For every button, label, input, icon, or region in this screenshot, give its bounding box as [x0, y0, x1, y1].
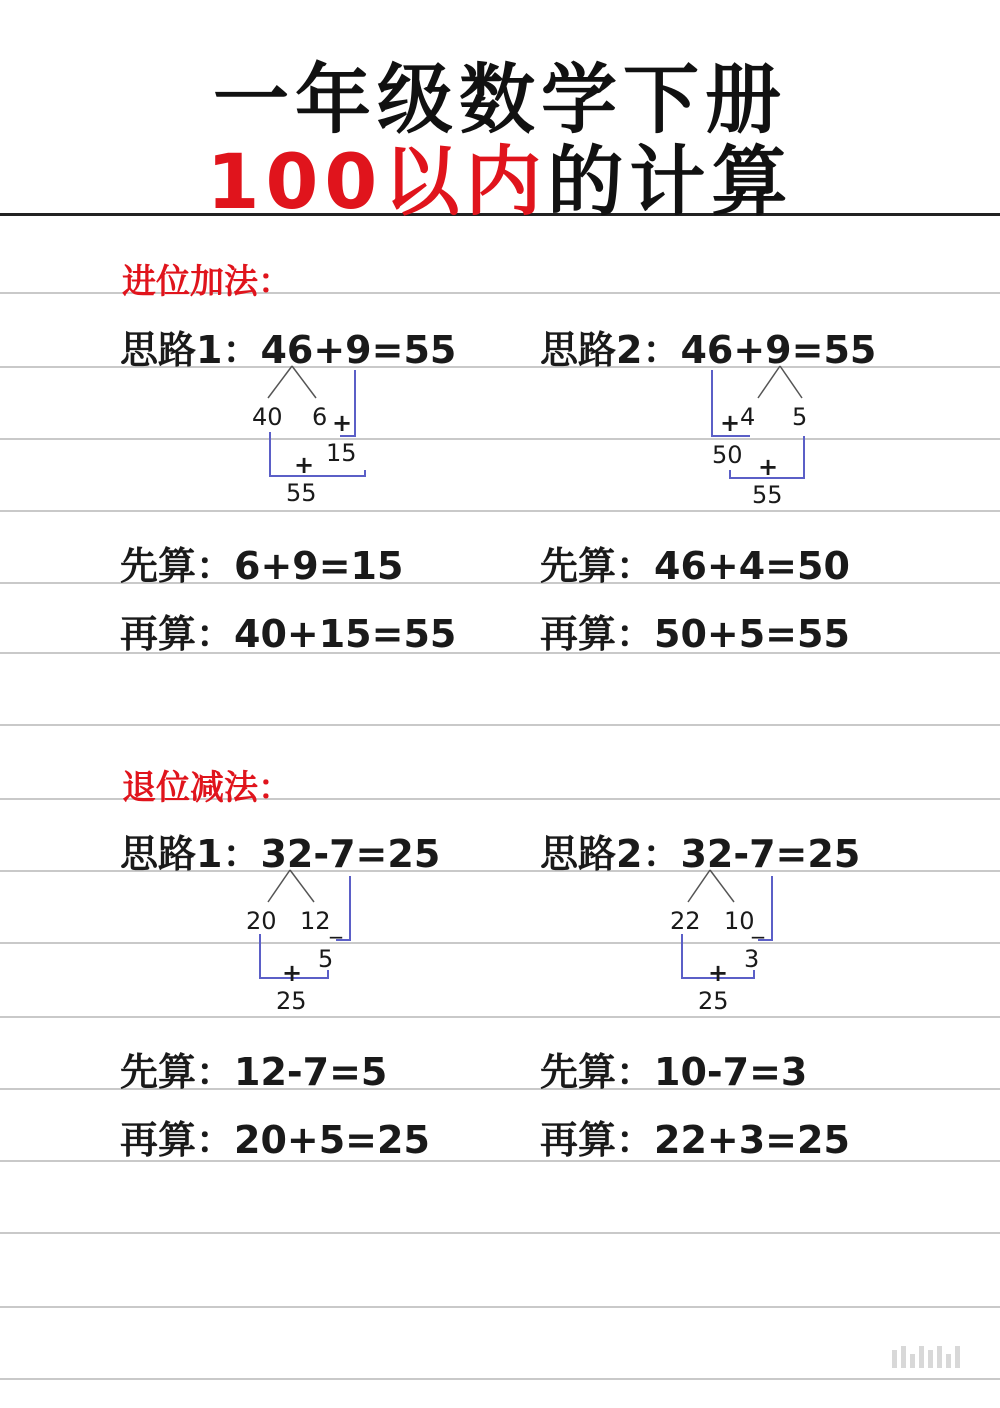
subtitle-red-part: 100以内 [206, 137, 548, 226]
second-step: 再算：20+5=25 [120, 1118, 430, 1162]
partial-difference: 3 [744, 945, 760, 973]
second-step: 再算：22+3=25 [540, 1118, 850, 1162]
section-heading-carry-add: 进位加法： [122, 262, 292, 302]
method-2-expression: 思路2：46+9=55 [540, 328, 877, 372]
split-diagram-add-1 [240, 366, 440, 516]
digit-tens: 20 [246, 907, 277, 935]
partial-difference: 5 [318, 945, 334, 973]
diagram-lines [240, 870, 440, 1020]
digit-tens: 22 [670, 907, 701, 935]
first-step: 先算：10-7=3 [540, 1050, 808, 1094]
split-part: 4 [740, 403, 756, 431]
first-step: 先算：46+4=50 [540, 544, 850, 588]
plus-sign: + [332, 409, 353, 437]
split-diagram-sub-2 [662, 870, 862, 1020]
method-2-expression: 思路2：32-7=25 [540, 832, 861, 876]
watermark-logo [892, 1346, 960, 1368]
first-step: 先算：6+9=15 [120, 544, 404, 588]
digit-ones: 6 [312, 403, 328, 431]
final-result: 25 [698, 987, 729, 1015]
digit-tens: 40 [252, 403, 283, 431]
split-diagram-sub-1 [240, 870, 440, 1020]
minus-sign: _ [752, 911, 764, 939]
borrowed-ones: 12 [300, 907, 331, 935]
ruled-line [0, 1306, 1000, 1308]
subtitle-black-part: 的计算 [547, 137, 794, 226]
section-heading-borrow-sub: 退位减法： [122, 768, 292, 808]
plus-sign: + [758, 453, 779, 481]
page-subtitle [0, 137, 1000, 226]
ruled-line [0, 724, 1000, 726]
borrowed-ones: 10 [724, 907, 755, 935]
second-step: 再算：40+15=55 [120, 612, 457, 656]
diagram-lines [662, 870, 862, 1020]
method-1-expression: 思路1：32-7=25 [120, 832, 441, 876]
plus-sign: + [294, 451, 315, 479]
ruled-line [0, 1232, 1000, 1234]
plus-sign: + [720, 409, 741, 437]
plus-sign: + [708, 959, 729, 987]
final-result: 55 [286, 479, 317, 507]
second-step: 再算：50+5=55 [540, 612, 850, 656]
final-result: 55 [752, 481, 783, 509]
split-diagram-add-2 [700, 366, 900, 516]
partial-sum: 15 [326, 439, 357, 467]
partial-sum: 50 [712, 441, 743, 469]
minus-sign: _ [330, 911, 342, 939]
method-1-expression: 思路1：46+9=55 [120, 328, 457, 372]
ruled-line [0, 1378, 1000, 1380]
page-title: 一年级数学下册 [213, 55, 787, 144]
split-part: 5 [792, 403, 808, 431]
plus-sign: + [282, 959, 303, 987]
final-result: 25 [276, 987, 307, 1015]
first-step: 先算：12-7=5 [120, 1050, 388, 1094]
